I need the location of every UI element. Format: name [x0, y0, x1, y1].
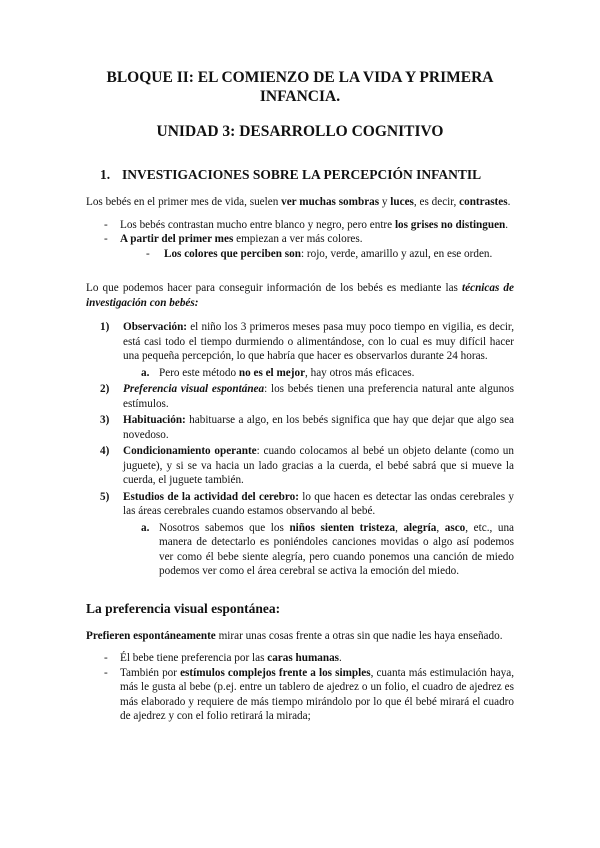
- technique-item: [86, 382, 514, 411]
- item-text: empiezan a ver más colores.: [233, 233, 363, 245]
- intro-paragraph: [86, 195, 514, 210]
- item-bold: niños sienten tristeza: [289, 521, 396, 534]
- intro-text: .: [507, 196, 511, 208]
- item-bold: Estudios de la actividad del cerebro:: [123, 490, 299, 503]
- item-letter: a.: [141, 521, 150, 534]
- item-bold: Los colores que perciben son: [164, 247, 301, 260]
- paragraph-bold: Prefieren espontáneamente: [86, 629, 216, 642]
- sub-list-item: [123, 366, 514, 381]
- item-text: , hay otros más eficaces.: [305, 366, 415, 379]
- subsection-heading: La preferencia visual espontánea:: [86, 600, 281, 616]
- item-bold: alegría: [403, 521, 437, 534]
- item-bold: asco: [444, 521, 466, 534]
- item-number: 3): [100, 414, 110, 426]
- item-bold: caras humanas: [267, 652, 340, 664]
- item-bold: los grises no distinguen: [394, 218, 506, 231]
- intro-bold: luces: [390, 196, 414, 208]
- techniques-list: [86, 320, 514, 579]
- section-heading-text: INVESTIGACIONES SOBRE LA PERCEPCIÓN INFANTIL: [122, 167, 482, 182]
- intro-bold-italic: técnicas de investigación con bebés:: [86, 282, 514, 309]
- item-text: : rojo, verde, amarillo y azul, en ese orden.: [300, 247, 493, 260]
- item-text: También por: [120, 666, 181, 679]
- item-bold: Habituación:: [123, 414, 186, 426]
- item-bold: estímulos complejos frente a los simples: [180, 666, 371, 679]
- unidad-title: UNIDAD 3: DESARROLLO COGNITIVO: [156, 123, 444, 140]
- item-text: el niño los 3 primeros meses pasa muy poco tiempo en vigilia, es decir, está casi todo el tiempo durmiendo o alimentándose, con lo cual es muy difícil hacer una pequeña percepción, lo que habría que hacer es observarlos durante 24 horas.: [123, 321, 514, 362]
- item-text: : cuando colocamos al bebé un objeto delante (como un juguete), y si se va hacia un lado gracias a la cuerda, el bebé sabrá que si mueve la cuerda, el juguete también.: [123, 445, 514, 486]
- intro-bold: contrastes: [459, 196, 508, 208]
- intro-text: Los bebés en el primer mes de vida, suelen: [86, 196, 282, 208]
- item-text: ,: [436, 521, 445, 534]
- item-number: 5): [100, 490, 110, 503]
- item-text: habituarse a algo, en los bebés significa que hay que dejar que algo sea novedoso.: [123, 414, 514, 441]
- technique-item: [86, 413, 514, 442]
- item-bold: Observación:: [123, 321, 188, 333]
- intro-bold: ver muchas sombras: [281, 196, 380, 208]
- item-bold: A partir del primer mes: [120, 233, 234, 245]
- list-item: [86, 218, 514, 233]
- item-text: Pero este método: [159, 366, 239, 379]
- sub-list: [123, 521, 514, 579]
- sub-list: [123, 366, 514, 381]
- technique-item: [86, 490, 514, 579]
- item-text: , cuanta más estimulación haya, más le gusta al bebe (p.ej. entre un tablero de ajedrez o un folio, el cuadro de ajedrez es más elaborado y requiere de más tiempo mirándolo por lo que él bebé mirará el cuadro de ajedrez y con el folio retirará la mirada;: [120, 666, 515, 722]
- list-item: [86, 666, 514, 724]
- intro-text: , es decir,: [413, 196, 460, 208]
- sub-list-item: [120, 247, 514, 262]
- item-bold: no es el mejor: [238, 366, 306, 379]
- item-text: .: [339, 652, 342, 664]
- bullet-list: [86, 651, 514, 724]
- item-number: 2): [100, 383, 110, 395]
- item-text: , etc., una manera de detectarlo es poniéndoles canciones movidas o algo así podemos ver como él bebe siente alegría, pero cuando ponemos una canción de miedo podemos ver como el área cerebral se activa la emoción del miedo.: [159, 521, 515, 577]
- list-item: [86, 651, 514, 666]
- pref-paragraph: [86, 629, 514, 644]
- list-item: [86, 232, 514, 261]
- technique-item: [86, 320, 514, 380]
- bullet-list: [86, 218, 514, 262]
- item-text: : los bebés tienen una preferencia natural ante algunos estímulos.: [123, 383, 514, 410]
- item-bold: Condicionamiento operante: [123, 445, 257, 457]
- sub-list-item: [123, 521, 514, 579]
- sub-list: [120, 247, 514, 262]
- intro-text: Lo que podemos hacer para conseguir información de los bebés es mediante las: [86, 282, 463, 294]
- item-letter: a.: [141, 366, 150, 379]
- section-number: 1.: [100, 167, 111, 182]
- item-bold-italic: Preferencia visual espontánea: [123, 383, 265, 395]
- techniques-intro: [86, 281, 514, 310]
- item-text: lo que hacen es detectar las ondas cerebrales y las áreas cerebrales cuando estamos observando al bebé.: [123, 490, 514, 517]
- item-text: Nosotros sabemos que los: [159, 521, 290, 534]
- item-text: Los bebés contrastan mucho entre blanco y negro, pero entre: [120, 218, 395, 231]
- technique-item: [86, 444, 514, 488]
- bloque-title: BLOQUE II: EL COMIENZO DE LA VIDA Y PRIMERA INFANCIA.: [106, 69, 494, 105]
- section-heading: [86, 167, 514, 183]
- paragraph-text: mirar unas cosas frente a otras sin que nadie les haya enseñado.: [215, 629, 503, 642]
- item-text: Él bebe tiene preferencia por las: [120, 652, 268, 664]
- item-number: 4): [100, 445, 110, 457]
- item-text: .: [505, 218, 509, 231]
- item-text: ,: [395, 521, 404, 534]
- item-number: 1): [100, 321, 110, 333]
- intro-text: y: [379, 196, 391, 208]
